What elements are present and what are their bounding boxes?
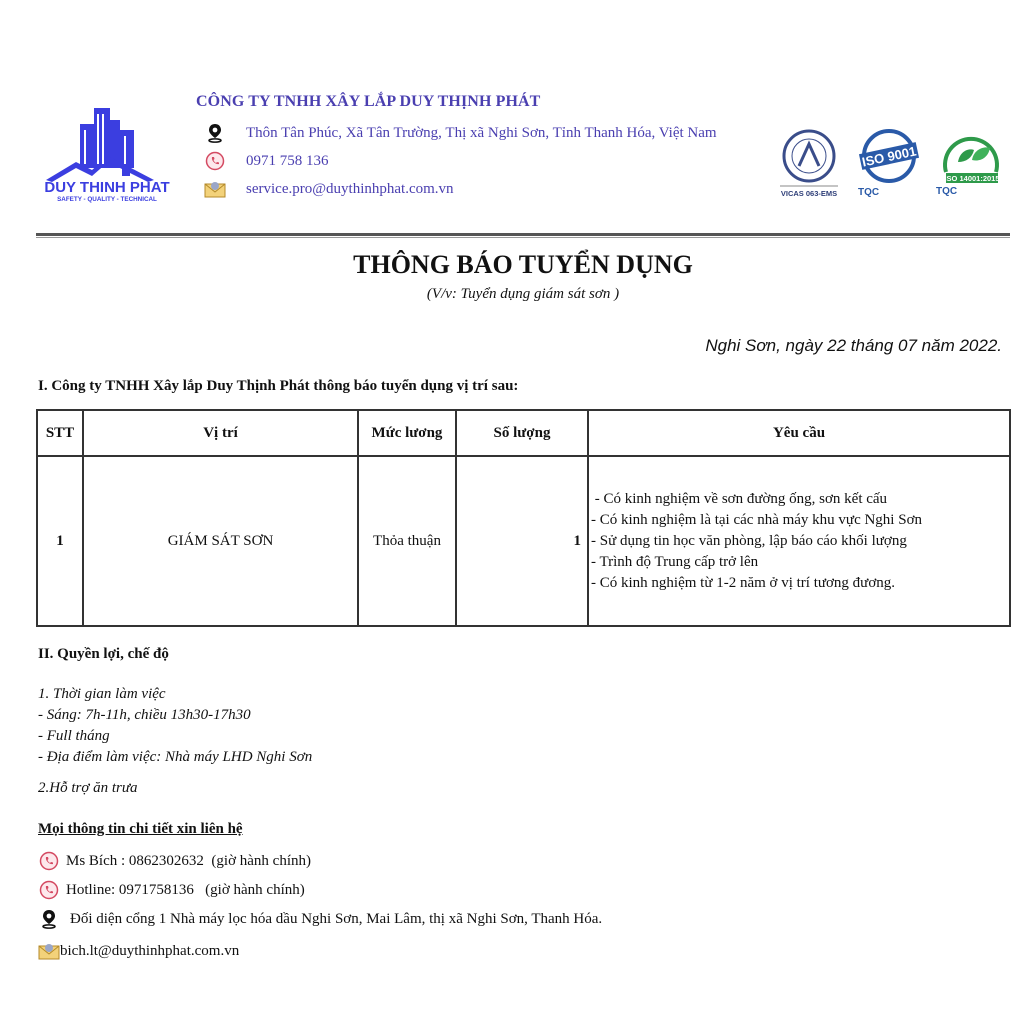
col-position: Vị trí xyxy=(83,410,358,456)
table-header-row xyxy=(37,410,1010,456)
document-date: Nghi Sơn, ngày 22 tháng 07 năm 2022. xyxy=(705,336,1002,355)
section1-heading: I. Công ty TNHH Xây lắp Duy Thịnh Phát thông báo tuyển dụng vị trí sau: xyxy=(38,378,519,394)
header-address xyxy=(204,122,717,144)
header-phone xyxy=(204,150,329,172)
svg-text:TQC: TQC xyxy=(936,186,958,197)
requirement-item: - Sử dụng tin học văn phòng, lập báo cáo khối lượng xyxy=(591,532,907,549)
col-salary: Mức lương xyxy=(358,410,456,456)
cert-vicas-badge xyxy=(772,128,846,203)
table-row xyxy=(37,456,1010,626)
cert-iso9001-badge xyxy=(852,128,926,203)
contact-text: Hotline: 0971758136 (giờ hành chính) xyxy=(66,881,305,898)
contact-line-email xyxy=(38,940,239,962)
cert-iso14001-label: ISO 14001:2015 xyxy=(944,174,1000,183)
svg-text:TQC: TQC xyxy=(858,187,880,198)
cert-iso14001-badge xyxy=(934,128,1008,203)
requirement-item: - Trình độ Trung cấp trở lên xyxy=(591,553,759,570)
contact-line-ms-bich xyxy=(38,850,311,872)
benefit-item: 2.Hỗ trợ ăn trưa xyxy=(38,780,138,796)
requirement-item: - Có kinh nghiệm từ 1-2 năm ở vị trí tương đương. xyxy=(591,574,895,591)
mail-icon xyxy=(204,178,226,200)
cell-requirements xyxy=(588,456,1010,626)
cell-salary: Thỏa thuận xyxy=(358,456,456,626)
benefit-item: - Sáng: 7h-11h, chiều 13h30-17h30 xyxy=(38,707,251,723)
section2-heading: II. Quyền lợi, chế độ xyxy=(38,646,169,662)
contact-text: Đối diện cổng 1 Nhà máy lọc hóa dầu Nghi Sơn, Mai Lâm, thị xã Nghi Sơn, Thanh Hóa. xyxy=(70,910,603,927)
benefit-item: - Địa điểm làm việc: Nhà máy LHD Nghi Sơn xyxy=(38,749,313,765)
phone-icon xyxy=(38,879,60,901)
company-name: CÔNG TY TNHH XÂY LẮP DUY THỊNH PHÁT xyxy=(196,93,541,110)
cell-stt: 1 xyxy=(37,456,83,626)
phone-icon xyxy=(38,850,60,872)
cert-iso9001-label: ISO 9001 xyxy=(860,143,918,170)
address-text: Thôn Tân Phúc, Xã Tân Trường, Thị xã Nghi Sơn, Tỉnh Thanh Hóa, Việt Nam xyxy=(246,124,717,141)
job-table xyxy=(36,409,1011,627)
contact-heading: Mọi thông tin chi tiết xin liên hệ xyxy=(38,821,243,837)
benefit-item: 1. Thời gian làm việc xyxy=(38,686,166,702)
phone-icon xyxy=(204,150,226,172)
col-quantity: Số lượng xyxy=(456,410,588,456)
cert-vicas-label: VICAS 063-EMS xyxy=(780,189,838,198)
contact-line-hotline xyxy=(38,879,305,901)
requirement-item: - Có kinh nghiệm là tại các nhà máy khu vực Nghi Sơn xyxy=(591,511,922,528)
header-divider xyxy=(36,233,1010,236)
contact-line-address xyxy=(38,908,602,930)
benefit-item: - Full tháng xyxy=(38,728,110,744)
cell-position: GIÁM SÁT SƠN xyxy=(83,456,358,626)
mail-icon xyxy=(38,940,60,962)
logo-name: DUY THINH PHAT xyxy=(44,179,170,196)
header-email xyxy=(204,178,454,200)
header-divider-thin xyxy=(36,237,1010,238)
document-title: THÔNG BÁO TUYỂN DỤNG xyxy=(353,250,693,279)
col-requirements: Yêu cầu xyxy=(588,410,1010,456)
email-text: service.pro@duythinhphat.com.vn xyxy=(246,180,454,197)
logo-tagline: SAFETY - QUALITY - TECHNICAL xyxy=(57,196,157,203)
phone-text: 0971 758 136 xyxy=(246,152,329,169)
location-pin-icon xyxy=(204,122,226,144)
document-subtitle: (V/v: Tuyển dụng giám sát sơn ) xyxy=(426,286,620,302)
location-pin-icon xyxy=(38,908,60,930)
company-logo xyxy=(36,100,178,204)
requirement-item: - Có kinh nghiệm về sơn đường ống, sơn kết cấu xyxy=(591,490,888,507)
contact-text: bich.lt@duythinhphat.com.vn xyxy=(60,942,240,959)
col-stt: STT xyxy=(37,410,83,456)
cell-quantity: 1 xyxy=(456,456,588,626)
contact-text: Ms Bích : 0862302632 (giờ hành chính) xyxy=(66,852,311,869)
